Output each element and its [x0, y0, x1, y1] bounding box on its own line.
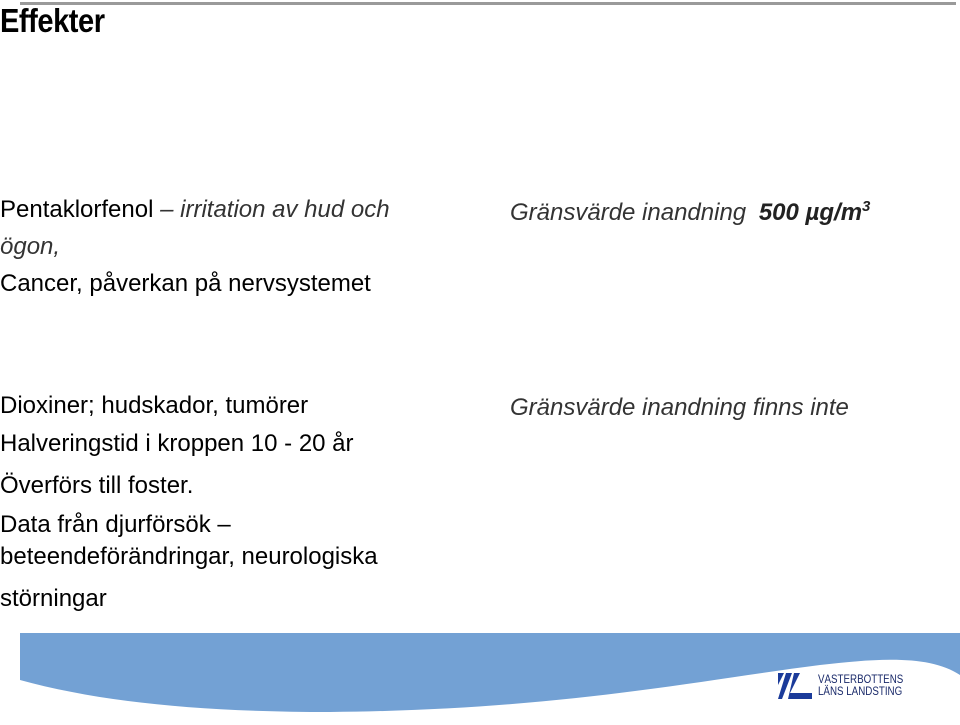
- effect-cancer: Cancer, påverkan på nervsystemet: [0, 270, 371, 297]
- effect-text-cont: ögon,: [0, 233, 61, 260]
- limit-value-2: Gränsvärde inandning finns inte: [510, 394, 849, 421]
- dioxin-line-6: störningar: [0, 585, 107, 612]
- effect-text: irritation av hud och: [180, 196, 390, 223]
- title-rule: [20, 2, 956, 5]
- logo-mark-icon: [778, 673, 812, 699]
- substance-name: Pentaklorfenol: [0, 196, 154, 223]
- logo-line-2: LÄNS LANDSTING: [818, 686, 903, 698]
- limit-value: 500 µg/m: [758, 199, 863, 226]
- pentaklorfenol-line: Pentaklorfenol – irritation av hud och: [0, 196, 390, 223]
- limit-label: Gränsvärde inandning: [510, 199, 747, 226]
- dioxin-line-5: beteendeförändringar, neurologiska: [0, 543, 378, 570]
- landsting-logo: [778, 673, 918, 699]
- dioxin-line-2: Halveringstid i kroppen 10 - 20 år: [0, 430, 354, 457]
- limit-value-1: [510, 188, 870, 231]
- dioxin-line-1: Dioxiner; hudskador, tumörer: [0, 392, 309, 419]
- dioxin-line-4: Data från djurförsök –: [0, 511, 231, 538]
- slide-title: Effekter: [0, 2, 105, 39]
- logo-line-1: VÄSTERBOTTENS: [818, 674, 904, 686]
- dioxin-line-3: Överförs till foster.: [0, 472, 194, 499]
- limit-unit-exponent: 3: [862, 198, 871, 215]
